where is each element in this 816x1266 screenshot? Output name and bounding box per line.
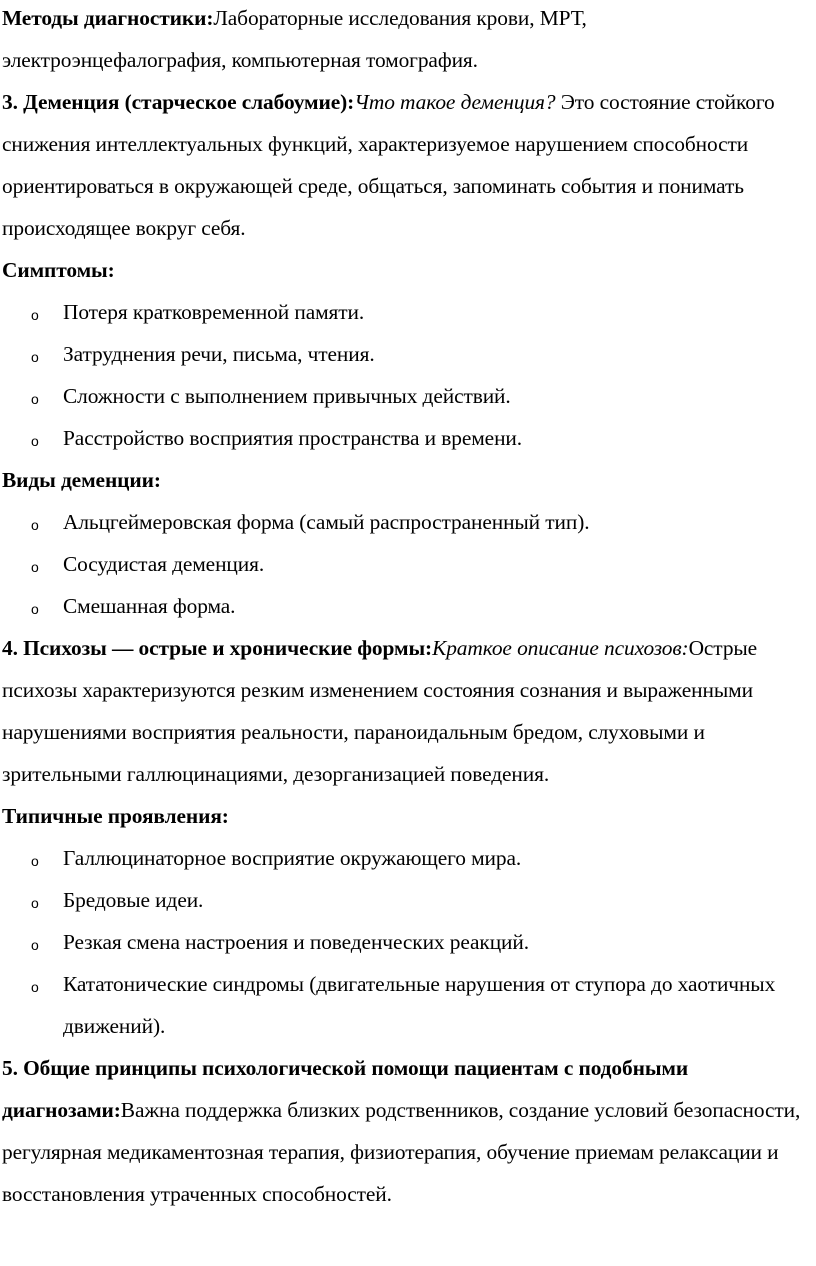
bullet-marker: o: [31, 895, 39, 911]
bullet-marker: o: [31, 853, 39, 869]
help-paragraph: [2, 1047, 810, 1215]
list-item: o Потеря кратковременной памяти.: [2, 291, 810, 333]
symptoms-list: [2, 291, 810, 459]
list-item: o Альцгеймеровская форма (самый распространенный тип).: [2, 501, 810, 543]
bullet-marker: o: [31, 601, 39, 617]
bullet-marker: o: [31, 391, 39, 407]
help-text: Важна поддержка близких родственников, создание условий безопасности, регулярная медикаментозная терапия, физиотерапия, обучение приемам релаксации и восстановления утраченных способностей.: [2, 1098, 801, 1206]
list-item: o Сосудистая деменция.: [2, 543, 810, 585]
symptoms-heading: Симптомы:: [2, 258, 115, 282]
list-item: o Расстройство восприятия пространства и времени.: [2, 417, 810, 459]
help-heading: 5. Общие принципы психологической помощи пациентам с подобными диагнозами:: [2, 1056, 689, 1122]
psychoses-paragraph: [2, 627, 810, 795]
types-heading: Виды деменции:: [2, 468, 161, 492]
psychoses-text: Острые психозы характеризуются резким изменением состояния сознания и выраженными нарушениями восприятия реальности, параноидальным бредом, слуховыми и зрительными галлюцинациями, дезорганизацией поведения.: [2, 636, 758, 786]
manifestations-list: [2, 837, 810, 1047]
bullet-marker: o: [31, 307, 39, 323]
psychoses-lead: Краткое описание психозов:: [432, 636, 689, 660]
diagnostics-text: Лабораторные исследования крови, МРТ, электроэнцефалография, компьютерная томография.: [2, 6, 587, 72]
dementia-question: Что такое деменция?: [354, 90, 556, 114]
list-item: o Кататонические синдромы (двигательные нарушения от ступора до хаотичных движений).: [2, 963, 810, 1047]
bullet-marker: o: [31, 979, 39, 995]
diagnostics-paragraph: [2, 0, 810, 81]
list-item: o Сложности с выполнением привычных действий.: [2, 375, 810, 417]
list-item: o Галлюцинаторное восприятие окружающего мира.: [2, 837, 810, 879]
manifestations-heading: Типичные проявления:: [2, 804, 229, 828]
diagnostics-heading: Методы диагностики:: [2, 6, 214, 30]
bullet-marker: o: [31, 349, 39, 365]
bullet-marker: o: [31, 517, 39, 533]
dementia-paragraph: [2, 81, 810, 249]
dementia-text: Это состояние стойкого снижения интеллектуальных функций, характеризуемое нарушением способности ориентироваться в окружающей среде, общаться, запоминать события и понимать происходящее вокруг себя.: [2, 90, 775, 240]
list-item: o Бредовые идеи.: [2, 879, 810, 921]
dementia-heading: 3. Деменция (старческое слабоумие):: [2, 90, 355, 114]
psychoses-heading: 4. Психозы — острые и хронические формы:: [2, 636, 433, 660]
bullet-marker: o: [31, 559, 39, 575]
list-item: o Смешанная форма.: [2, 585, 810, 627]
list-item: o Затруднения речи, письма, чтения.: [2, 333, 810, 375]
list-item: o Резкая смена настроения и поведенческих реакций.: [2, 921, 810, 963]
types-list: [2, 501, 810, 627]
bullet-marker: o: [31, 433, 39, 449]
bullet-marker: o: [31, 937, 39, 953]
